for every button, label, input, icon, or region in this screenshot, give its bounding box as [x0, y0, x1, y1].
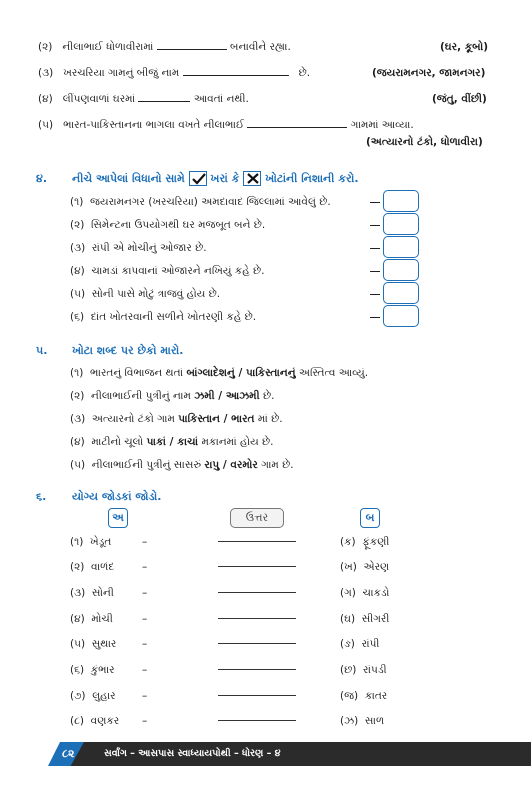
item-number: (૩) — [38, 67, 54, 79]
answer-line[interactable] — [218, 566, 296, 567]
answer-box[interactable] — [383, 282, 419, 304]
sentence-text: ભારત-પાકિસ્તાનના ભાગલા વખતે નીલાભાઈ — [63, 119, 245, 131]
item-number: (૮) — [70, 715, 84, 727]
section-title — [72, 170, 359, 188]
item-text: સાળ — [364, 715, 385, 727]
item-number: (૨) — [70, 219, 85, 231]
section-number: ૫. — [36, 344, 48, 357]
right-item — [340, 533, 389, 551]
item-letter: (જ) — [340, 690, 359, 702]
left-item — [70, 558, 114, 576]
section-title-part: ખોટાંની નિશાની કરો. — [265, 172, 359, 185]
option-word[interactable]: આઝમી — [225, 390, 260, 402]
right-item — [340, 712, 384, 730]
section-title-part: નીચે આપેલાં વિધાનો સામે — [72, 172, 185, 185]
list-item — [70, 285, 220, 303]
item-number: (૧) — [70, 196, 84, 208]
statement-text: ચામડાં કાપવાનાં ઓજારને નખિયું કહે છે. — [91, 265, 265, 277]
item-text: રાંપી — [361, 638, 380, 650]
section-number: ૪. — [36, 172, 47, 185]
list-item — [70, 410, 283, 428]
sentence-text: ખરચરિયા ગામનું બીજું નામ — [63, 67, 180, 79]
dash: – — [142, 561, 148, 573]
item-letter: (ઙ) — [340, 638, 355, 650]
item-number: (૫) — [38, 119, 54, 131]
answer-line[interactable] — [218, 618, 296, 619]
sentence-text: અસ્તિત્વ આવ્યું. — [298, 367, 369, 379]
answer-blank[interactable] — [138, 91, 190, 102]
item-letter: (ગ) — [340, 587, 356, 599]
option-word[interactable]: વરમોર — [230, 459, 258, 471]
sentence-text: ગામ છે. — [261, 459, 294, 471]
option-word[interactable]: રાપુ — [204, 459, 220, 471]
item-text: ચાકડો — [362, 587, 390, 599]
option-separator: / — [214, 390, 226, 402]
item-number: (૭) — [70, 690, 86, 702]
item-number: (૪) — [70, 265, 85, 277]
item-number: (૩) — [70, 587, 86, 599]
item-number: (૬) — [70, 664, 85, 676]
item-text: ખેડૂત — [90, 536, 112, 548]
statement-text: જયરામનગર (ખરચરિયા) અમદાવાદ જિલ્લામાં આવેલું છે. — [90, 196, 331, 208]
item-text: કુંભાર — [90, 664, 115, 676]
list-item — [70, 216, 265, 234]
dash: – — [142, 690, 148, 702]
item-letter: (ઝ) — [340, 715, 359, 727]
right-item — [340, 687, 387, 705]
answer-blank[interactable] — [247, 117, 347, 128]
item-number: (૧) — [70, 536, 84, 548]
sentence-text: નીલાભાઈની પુત્રીનું નામ — [91, 390, 191, 402]
footer-title: સર્વાંગ – આસપાસ સ્વાધ્યાયપોથી – ધોરણ – ૪ — [104, 748, 281, 759]
sentence-text: મકાનમાં હોય છે. — [201, 436, 274, 448]
hint-options: (અત્યારનો ટંકો, ધોળાવીરા) — [366, 136, 483, 148]
item-number: (૫) — [70, 638, 86, 650]
sentence-text: આવતાં નથી. — [193, 93, 249, 105]
dash: – — [142, 715, 148, 727]
answer-blank[interactable] — [183, 65, 289, 76]
dash: – — [142, 536, 148, 548]
list-item — [70, 308, 256, 326]
statement-text: દાંત ખોતરવાની સળીને ખોતરણી કહે છે. — [90, 311, 257, 323]
option-separator: / — [165, 436, 178, 448]
sentence-text: છે. — [298, 67, 311, 79]
left-item — [70, 584, 114, 602]
dash: – — [142, 664, 148, 676]
item-letter: (ઘ) — [340, 613, 356, 625]
section-title: ખોટા શબ્દ પર છેકો મારો. — [72, 344, 184, 357]
item-text: રાંપડી — [363, 664, 387, 676]
item-number: (૩) — [70, 242, 86, 254]
answer-box[interactable] — [383, 190, 419, 212]
item-text: વણકર — [90, 715, 120, 727]
option-separator: / — [219, 413, 232, 425]
item-number: (૪) — [38, 93, 53, 105]
item-letter: (ક) — [340, 536, 356, 548]
hint-options: (જંતુ, વીંછી) — [432, 93, 487, 105]
item-text: કાતર — [364, 690, 388, 702]
left-item — [70, 635, 116, 653]
list-item — [70, 239, 207, 257]
option-word[interactable]: પાકિસ્તાન — [178, 413, 220, 425]
right-item — [340, 610, 389, 628]
cross-mark-icon — [243, 171, 261, 186]
item-text: લુહાર — [92, 690, 116, 702]
answer-line[interactable] — [218, 695, 296, 696]
dash: – — [142, 613, 148, 625]
item-number: (૬) — [70, 311, 85, 323]
hint-options: (જયરામનગર, જામનગર) — [372, 67, 486, 79]
dash — [370, 317, 380, 318]
item-number: (૫) — [70, 459, 86, 471]
answer-line[interactable] — [218, 541, 296, 542]
item-number: (૪) — [70, 613, 85, 625]
item-number: (૧) — [70, 367, 84, 379]
item-letter: (છ) — [340, 664, 357, 676]
list-item — [70, 364, 368, 382]
sentence-text: નીલાભાઈ ધોળાવીરામાં — [62, 41, 154, 53]
sentence-text: અત્યારનો ટંકો ગામ — [91, 413, 175, 425]
answer-box[interactable] — [383, 305, 419, 327]
item-text: સીગરી — [361, 613, 390, 625]
right-item — [340, 635, 379, 653]
item-text: સોની — [91, 587, 114, 599]
answer-box[interactable] — [383, 259, 419, 281]
answer-line[interactable] — [218, 669, 296, 670]
list-item — [70, 387, 274, 405]
item-text: વાળંદ — [91, 561, 115, 573]
left-item — [70, 610, 113, 628]
dash — [370, 271, 380, 272]
right-item — [340, 584, 389, 602]
sentence-text: છે. — [262, 390, 275, 402]
option-word[interactable]: પાકિસ્તાનનું — [245, 367, 296, 379]
left-item — [70, 687, 116, 705]
item-number: (૨) — [38, 41, 53, 53]
left-item — [70, 533, 111, 551]
sentence-text: બનાવીને રહ્યા. — [230, 41, 291, 53]
option-word[interactable]: ઝમી — [194, 390, 215, 402]
sentence-text: માં છે. — [257, 413, 283, 425]
option-word[interactable]: કાચાં — [177, 436, 199, 448]
dash — [370, 225, 380, 226]
section-title-part: ખરાં કે — [210, 172, 240, 185]
item-number: (૨) — [70, 561, 85, 573]
item-number: (૫) — [70, 288, 86, 300]
list-item — [70, 433, 273, 451]
answer-box[interactable] — [383, 213, 419, 235]
option-word[interactable]: બાંગ્લાદેશનું — [186, 367, 235, 379]
column-a-label: અ — [108, 508, 128, 528]
answer-box[interactable] — [383, 236, 419, 258]
item-text: ફૂંકણી — [362, 536, 390, 548]
item-text: એરણ — [363, 561, 390, 573]
statement-text: સોની પાસે મોટું ત્રાજવું હોય છે. — [91, 288, 221, 300]
dash: – — [142, 638, 148, 650]
left-item — [70, 661, 115, 679]
answer-line[interactable] — [218, 643, 296, 644]
answer-line[interactable] — [218, 592, 296, 593]
sentence-text: નીલાભાઈની પુત્રીનું સાસરું — [91, 459, 202, 471]
dash — [370, 248, 380, 249]
answer-line[interactable] — [218, 720, 296, 721]
answer-column-label: ઉત્તર — [230, 508, 284, 528]
dash — [370, 294, 380, 295]
item-number: (૩) — [70, 413, 86, 425]
right-item — [340, 558, 389, 576]
option-word[interactable]: ભારત — [231, 413, 255, 425]
page-number: ૮૨ — [62, 747, 75, 760]
item-letter: (ખ) — [340, 561, 357, 573]
item-text: મોચી — [91, 613, 113, 625]
option-separator: / — [234, 367, 246, 379]
list-item — [70, 456, 294, 474]
section-title: યોગ્ય જોડકાં જોડો. — [72, 490, 162, 503]
section-number: ૬. — [36, 490, 47, 503]
sentence-text: ભારતનું વિભાજન થતાં — [90, 367, 184, 379]
statement-text: રાંપી એ મોચીનું ઓજાર છે. — [91, 242, 207, 254]
check-mark-icon — [189, 171, 207, 186]
option-separator: / — [219, 459, 231, 471]
sentence-text: લીંપણવાળાં ઘરમાં — [62, 93, 136, 105]
dash: – — [142, 587, 148, 599]
item-text: સુથાર — [91, 638, 117, 650]
column-b-label: બ — [360, 508, 380, 528]
hint-options: (ઘર, કૂબો) — [440, 41, 488, 53]
item-number: (૨) — [70, 390, 85, 402]
left-item — [70, 712, 119, 730]
option-word[interactable]: પાકાં — [146, 436, 166, 448]
sentence-text: માટીનો ચૂલો — [91, 436, 144, 448]
right-item — [340, 661, 387, 679]
sentence-text: ગામમાં આવ્યા. — [350, 119, 414, 131]
item-number: (૪) — [70, 436, 85, 448]
list-item — [70, 262, 264, 280]
answer-blank[interactable] — [157, 39, 227, 50]
list-item — [70, 193, 331, 211]
statement-text: સિમેન્ટના ઉપયોગથી ઘર મજબૂત બને છે. — [91, 219, 266, 231]
dash — [370, 202, 380, 203]
